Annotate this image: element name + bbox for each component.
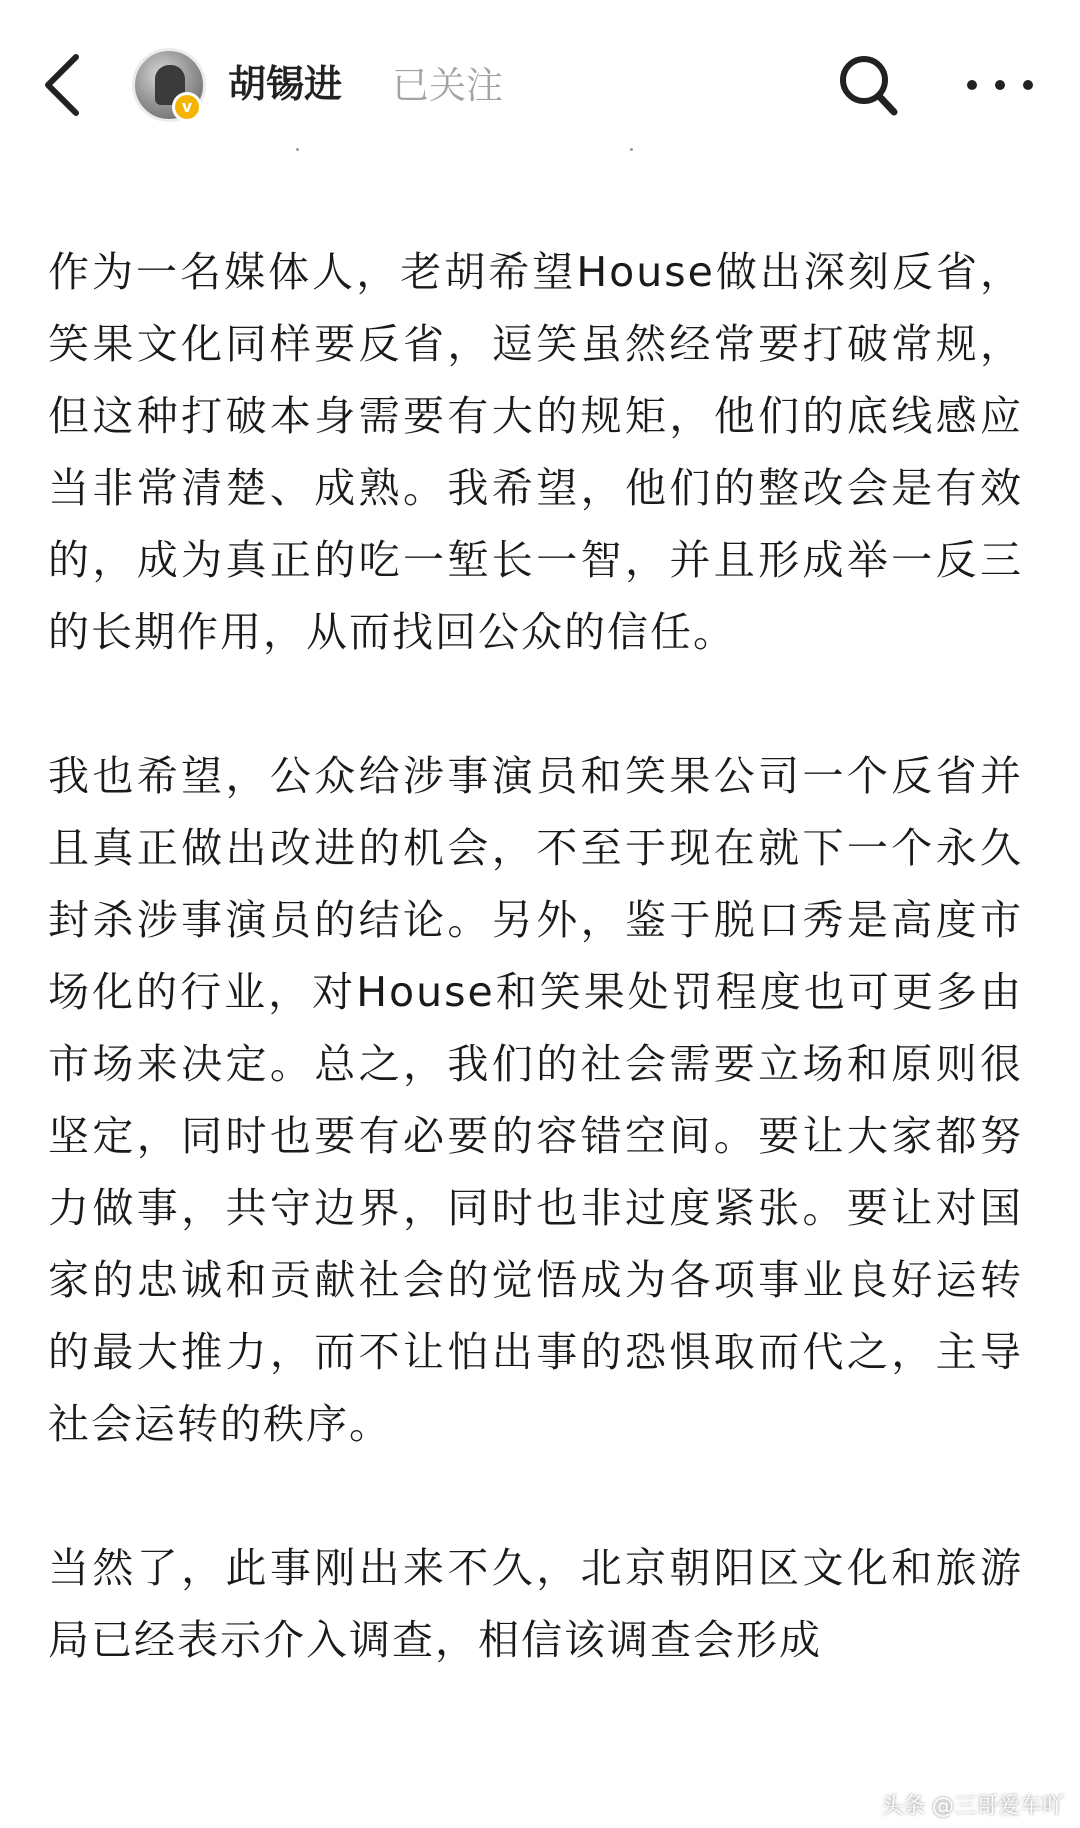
search-icon bbox=[834, 48, 904, 122]
username[interactable]: 胡锡进 bbox=[228, 62, 343, 106]
top-bar bbox=[0, 0, 1080, 150]
source-watermark: 头条 @三哥爱车吖 bbox=[881, 1794, 1064, 1819]
article-paragraph: 我也希望，公众给涉事演员和笑果公司一个反省并且真正做出改进的机会，不至于现在就下一个永久封杀涉事演员的结论。另外，鉴于脱口秀是高度市场化的行业，对House和笑果处罚程度也可更多由市场来决定。总之，我们的社会需要立场和原则很坚定，同时也要有必要的容错空间。要让大家都努力做事，共守边界，同时也非过度紧张。要让对国家的忠诚和贡献社会的觉悟成为各项事业良好运转的最大推力，而不让怕出事的恐惧取而代之，主导社会运转的秩序。 bbox=[48, 752, 1023, 1448]
more-dots-icon bbox=[960, 60, 1040, 110]
search-button[interactable] bbox=[834, 48, 904, 122]
divider-dot bbox=[296, 148, 299, 151]
article-paragraph: 当然了，此事刚出来不久，北京朝阳区文化和旅游局已经表示介入调查，相信该调查会形成 bbox=[48, 1544, 1023, 1664]
article-body bbox=[48, 236, 1023, 1748]
back-button[interactable] bbox=[36, 45, 96, 125]
verified-badge-icon: v bbox=[172, 92, 202, 122]
chevron-left-icon bbox=[36, 45, 96, 125]
follow-status-button[interactable]: 已关注 bbox=[392, 64, 503, 107]
divider-dot bbox=[630, 148, 633, 151]
article-paragraph: 作为一名媒体人，老胡希望House做出深刻反省，笑果文化同样要反省，逗笑虽然经常要打破常规，但这种打破本身需要有大的规矩，他们的底线感应当非常清楚、成熟。我希望，他们的整改会是有效的，成为真正的吃一堑长一智，并且形成举一反三的长期作用，从而找回公众的信任。 bbox=[48, 248, 1023, 656]
more-button[interactable] bbox=[960, 60, 1040, 110]
